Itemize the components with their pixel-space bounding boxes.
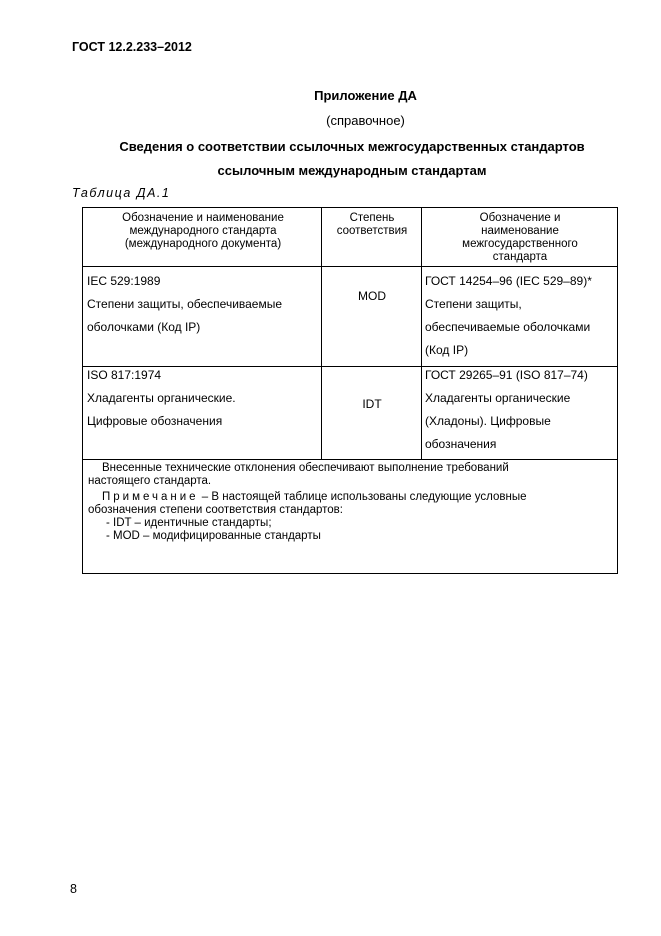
row2-col3-line1: ГОСТ 29265–91 (ISO 817–74) — [425, 368, 588, 382]
notes-item-mod: - MOD – модифицированные стандарты — [106, 530, 321, 542]
header-divider — [83, 266, 617, 267]
row2-col3-line4: обозначения — [425, 437, 497, 451]
header-col2: Степень соответствия — [336, 212, 408, 237]
row2-col1-line2: Хладагенты органические. — [87, 391, 236, 405]
appendix-heading-line1: Сведения о соответствии ссылочных межгосударственных стандартов — [119, 139, 585, 154]
table-notes — [88, 462, 612, 543]
row1-col1-line1: IEC 529:1989 — [87, 274, 161, 288]
notes-line1: Внесенные технические отклонения обеспечивают выполнение требований — [102, 462, 509, 474]
header-col3: Обозначение и наименование межгосударственного стандарта — [462, 212, 578, 263]
row1-col3-line4: (Код IP) — [425, 343, 469, 357]
row1-col1-line3: оболочками (Код IP) — [87, 320, 201, 334]
row-divider — [83, 366, 617, 367]
row2-col3-line3: (Хладоны). Цифровые — [425, 414, 551, 428]
row1-conformity: MOD — [358, 289, 386, 303]
row2-col1-line3: Цифровые обозначения — [87, 414, 223, 428]
appendix-heading-line2: ссылочным международным стандартам — [217, 163, 487, 178]
column-divider-2 — [421, 208, 422, 459]
appendix-title: Приложение ДА — [314, 88, 417, 103]
note-text: – В настоящей таблице использованы следующие условные — [198, 491, 527, 503]
notes-line2: настоящего стандарта. — [88, 475, 212, 487]
row1-col3-line3: обеспечиваемые оболочками — [425, 320, 591, 334]
row1-col1-line2: Степени защиты, обеспечиваемые — [87, 297, 283, 311]
row2-conformity: IDT — [362, 397, 382, 411]
document-code: ГОСТ 12.2.233–2012 — [72, 40, 192, 54]
correspondence-table — [82, 207, 618, 574]
row1-col3-line2: Степени защиты, — [425, 297, 522, 311]
page-number: 8 — [70, 882, 77, 896]
row1-col3-line1: ГОСТ 14254–96 (IEC 529–89)* — [425, 274, 592, 288]
notes-divider — [83, 459, 617, 460]
note-label: Примечание — [102, 491, 199, 503]
appendix-subtitle: (справочное) — [326, 113, 405, 128]
notes-line3 — [88, 491, 612, 504]
table-label: Таблица ДА.1 — [72, 186, 171, 200]
notes-item-idt: - IDT – идентичные стандарты; — [106, 517, 272, 529]
row2-col1-line1: ISO 817:1974 — [87, 368, 162, 382]
column-divider-1 — [321, 208, 322, 459]
row2-col3-line2: Хладагенты органические — [425, 391, 571, 405]
header-col1: Обозначение и наименование международного стандарта (международного документа) — [122, 212, 284, 250]
notes-line4: обозначения степени соответствия стандартов: — [88, 504, 343, 516]
